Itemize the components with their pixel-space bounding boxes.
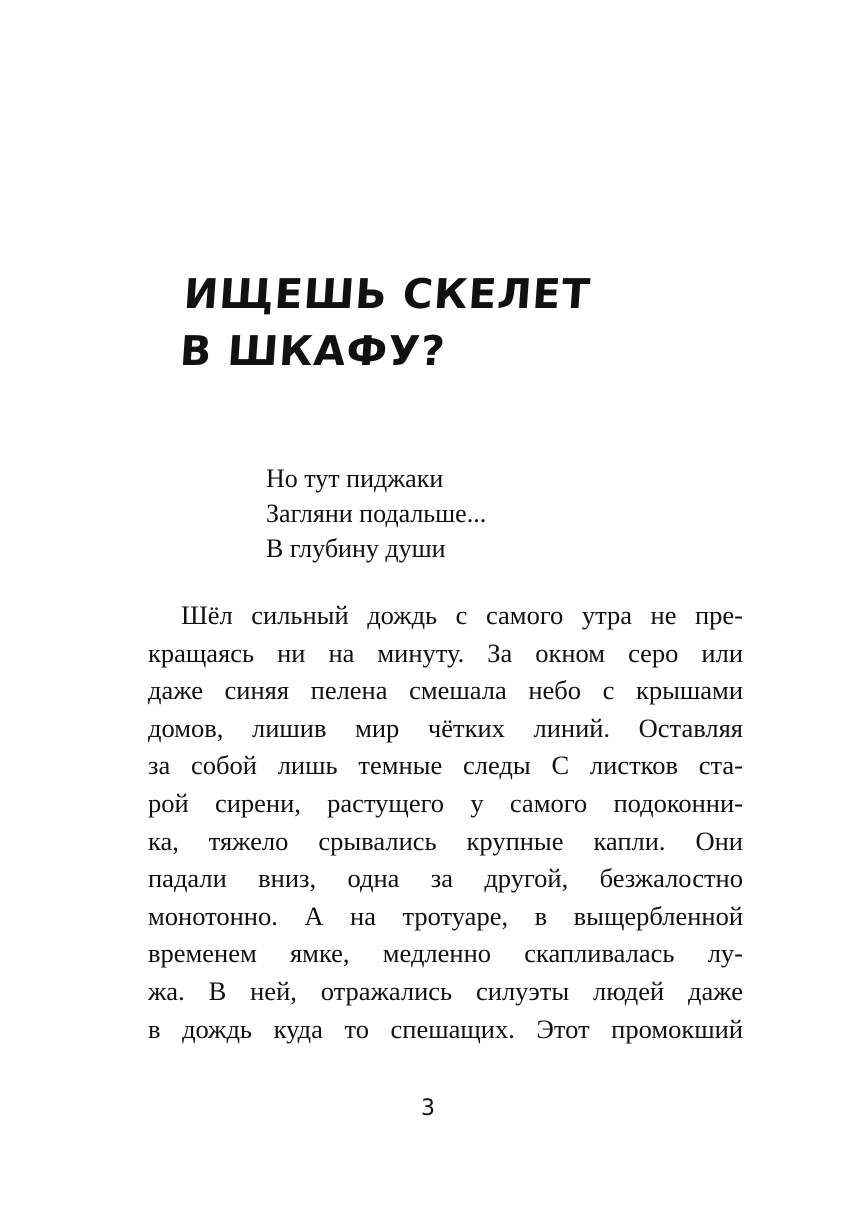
page-number: 3 [421, 1096, 435, 1121]
body-line: за собой лишь темные следы С листков ста- [148, 750, 743, 781]
epigraph-line: Загляни подальше... [266, 499, 487, 528]
body-line: даже синяя пелена смешала небо с крышами [148, 675, 743, 706]
body-paragraph [148, 597, 743, 1048]
epigraph-line: В глубину души [266, 534, 446, 563]
body-line: домов, лишив мир чётких линий. Оставляя [148, 712, 743, 743]
epigraph [266, 461, 746, 566]
chapter-title-line: В ШКАФУ? [178, 327, 448, 375]
body-line: жа. В ней, отражались силуэты людей даже [148, 975, 743, 1006]
epigraph-line: Но тут пиджаки [266, 464, 444, 493]
body-line: ка, тяжело срывались крупные капли. Они [148, 825, 743, 856]
body-line: Шёл сильный дождь с самого утра не пре- [181, 600, 743, 630]
body-line: временем ямке, медленно скапливалась лу- [148, 938, 743, 969]
chapter-title [178, 266, 746, 380]
body-line: кращаясь ни на минуту. За окном серо или [148, 637, 743, 668]
body-line: монотонно. А на тротуаре, в выщербленной [148, 900, 743, 931]
body-line: падали вниз, одна за другой, безжалостно [148, 863, 743, 894]
chapter-title-line: ИЩЕШЬ СКЕЛЕТ [182, 270, 593, 318]
body-line: рой сирени, растущего у самого подоконни- [148, 787, 743, 818]
body-line: в дождь куда то спешащих. Этот промокший [148, 1013, 743, 1044]
